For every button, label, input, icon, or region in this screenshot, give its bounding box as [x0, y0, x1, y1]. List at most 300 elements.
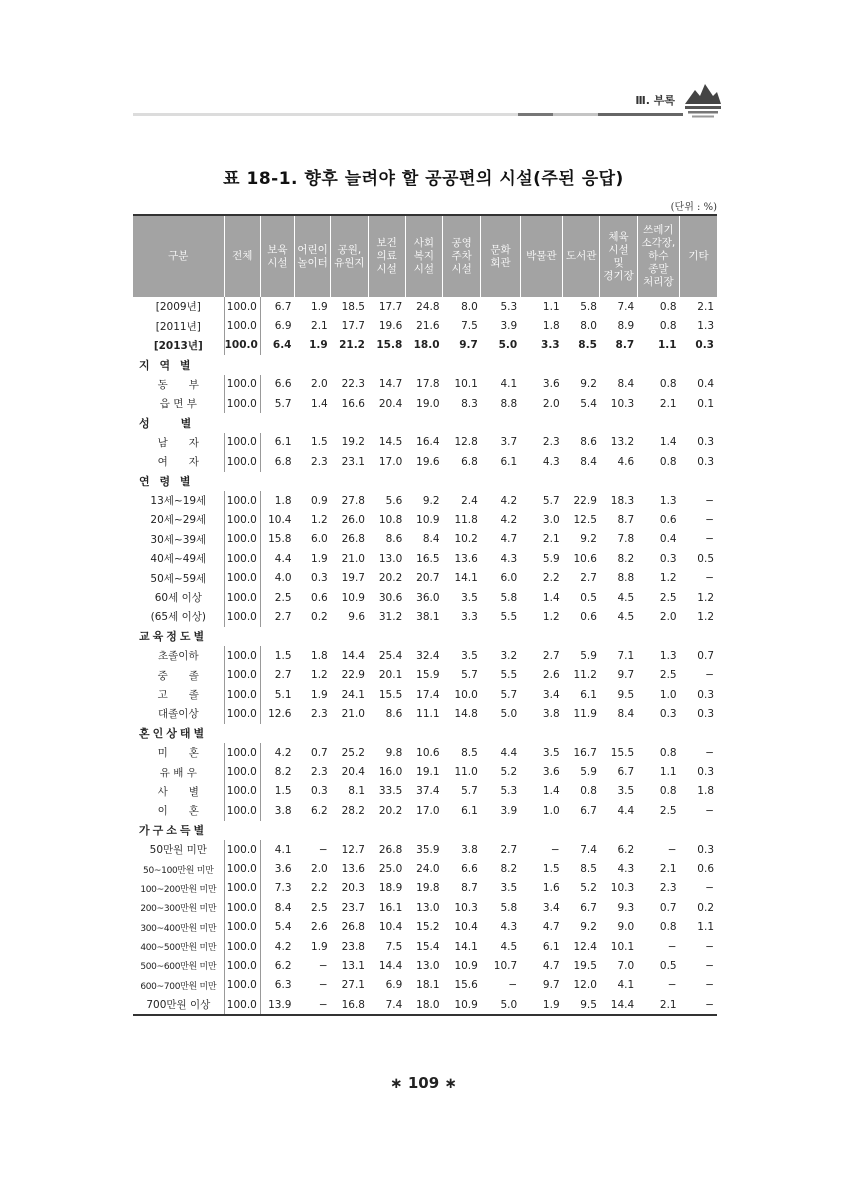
table-cell: 1.8 — [542, 320, 560, 333]
table-cell: 23.8 — [341, 940, 365, 953]
table-cell: 5.8 — [580, 300, 597, 313]
table-cell: 0.8 — [659, 785, 677, 798]
table-row — [133, 297, 717, 316]
table-cell: 100.0 — [224, 588, 260, 607]
table-cell: 3.5 — [500, 882, 518, 895]
table-cell: 6.1 — [500, 455, 518, 468]
table-cell: 19.7 — [341, 572, 365, 585]
table-row — [133, 956, 717, 975]
table-cell: 1.9 — [311, 940, 328, 953]
table-cell: 1.9 — [311, 552, 328, 565]
column-header: 보육 시설 — [260, 215, 294, 297]
table-cell: 0.4 — [659, 533, 677, 546]
table-cell: 100.0 — [224, 859, 260, 878]
table-cell: 12.8 — [454, 436, 478, 449]
table-cell: 2.4 — [461, 494, 478, 507]
table-cell: 1.4 — [311, 397, 328, 410]
table-cell: 3.7 — [500, 436, 518, 449]
table-cell: 100.0 — [224, 918, 260, 937]
table-cell: 100.0 — [224, 704, 260, 723]
table-cell: 1.1 — [659, 766, 677, 779]
table-cell: 3.8 — [542, 707, 560, 720]
unit-label: (단위 : %) — [670, 202, 717, 213]
table-cell: 11.1 — [416, 707, 440, 720]
group-label: 혼인상태별 — [139, 727, 208, 741]
table-cell: 1.8 — [311, 649, 328, 662]
table-cell: 8.5 — [578, 339, 597, 352]
row-label: 20세~29세 — [133, 510, 224, 529]
column-header: 기타 — [680, 215, 717, 297]
table-cell: 4.1 — [274, 843, 292, 856]
table-cell: 0.8 — [659, 921, 677, 934]
table-cell: 5.5 — [500, 610, 518, 623]
table-cell: 100.0 — [224, 394, 260, 413]
table-cell: 1.5 — [274, 649, 292, 662]
table-cell: 100.0 — [224, 607, 260, 626]
row-label: 이 혼 — [133, 801, 224, 820]
table-cell: − — [318, 979, 328, 992]
table-cell: 14.7 — [378, 378, 403, 391]
table-cell: 5.3 — [500, 785, 518, 798]
table-cell: 0.6 — [697, 863, 714, 876]
table-cell: 16.1 — [378, 901, 403, 914]
column-header: 보건 의료 시설 — [368, 215, 405, 297]
table-cell: 25.4 — [378, 649, 403, 662]
table-cell: 21.2 — [339, 339, 365, 352]
table-cell: 11.9 — [573, 707, 597, 720]
table-cell: 0.3 — [697, 455, 714, 468]
table-cell: 0.8 — [659, 455, 677, 468]
table-cell: − — [705, 669, 714, 682]
table-cell: 1.5 — [274, 785, 292, 798]
table-cell: 10.4 — [454, 921, 478, 934]
table-cell: 8.2 — [500, 863, 518, 876]
table-cell: 2.1 — [659, 863, 677, 876]
column-header: 공원, 유원지 — [331, 215, 368, 297]
table-cell: 5.0 — [500, 707, 518, 720]
row-label: 40세~49세 — [133, 549, 224, 568]
table-cell: 6.7 — [274, 300, 292, 313]
table-cell: 15.6 — [454, 979, 478, 992]
table-cell: 30.6 — [378, 591, 403, 604]
group-row — [133, 355, 717, 374]
table-cell: 13.0 — [416, 901, 440, 914]
column-header: 공영 주차 시설 — [443, 215, 481, 297]
table-cell: 36.0 — [416, 591, 440, 604]
table-cell: 2.2 — [311, 882, 328, 895]
table-cell: 12.5 — [573, 513, 597, 526]
table-cell: 3.6 — [542, 766, 560, 779]
table-cell: 23.7 — [341, 901, 365, 914]
group-label: 교육정도별 — [139, 630, 208, 644]
table-cell: 5.4 — [580, 397, 597, 410]
table-cell: 2.0 — [311, 378, 328, 391]
row-label: (65세 이상) — [133, 607, 224, 626]
table-cell: 25.0 — [378, 863, 403, 876]
table-cell: 8.9 — [617, 320, 635, 333]
table-cell: 0.1 — [697, 397, 714, 410]
table-cell: 13.0 — [416, 959, 440, 972]
table-cell: 0.3 — [659, 707, 677, 720]
group-row — [133, 627, 717, 646]
table-cell: 7.5 — [461, 320, 478, 333]
table-cell: 6.3 — [274, 979, 292, 992]
table-cell: 15.8 — [376, 339, 403, 352]
table-cell: 10.0 — [454, 688, 478, 701]
row-label: 400~500만원 미만 — [133, 937, 224, 956]
table-row — [133, 588, 717, 607]
row-label: [2013년] — [133, 336, 224, 355]
table-cell: − — [705, 959, 714, 972]
table-cell: 28.2 — [341, 804, 365, 817]
table-cell: 0.7 — [697, 649, 714, 662]
table-cell: 1.1 — [542, 300, 560, 313]
table-cell: 22.3 — [341, 378, 365, 391]
table-cell: 17.0 — [378, 455, 403, 468]
section-label: Ⅲ. 부록 — [635, 94, 675, 107]
row-label: 50세~59세 — [133, 568, 224, 587]
table-cell: − — [508, 979, 518, 992]
table-cell: 0.3 — [697, 688, 714, 701]
table-cell: 33.5 — [378, 785, 403, 798]
table-cell: 2.3 — [311, 707, 328, 720]
table-cell: 7.0 — [617, 959, 635, 972]
table-cell: 17.4 — [416, 688, 440, 701]
table-cell: 100.0 — [224, 976, 260, 995]
table-cell: 100.0 — [224, 840, 260, 859]
table-cell: 1.9 — [309, 339, 328, 352]
table-cell: 7.4 — [580, 843, 597, 856]
table-cell: 2.7 — [542, 649, 560, 662]
table-cell: 9.8 — [385, 746, 403, 759]
table-cell: 10.2 — [454, 533, 478, 546]
table-cell: 5.9 — [580, 766, 597, 779]
table-cell: 19.6 — [416, 455, 440, 468]
table-cell: 1.2 — [311, 513, 328, 526]
row-label: 동 부 — [133, 375, 224, 394]
table-row — [133, 879, 717, 898]
table-cell: 1.9 — [520, 995, 562, 1015]
row-label: 100~200만원 미만 — [133, 879, 224, 898]
table-row — [133, 530, 717, 549]
table-cell: − — [667, 843, 677, 856]
table-cell: 10.8 — [378, 513, 403, 526]
mountain-logo-icon — [683, 78, 723, 120]
table-cell: 6.0 — [311, 533, 328, 546]
table-cell: 13.2 — [610, 436, 635, 449]
table-row — [133, 762, 717, 781]
group-row — [133, 724, 717, 743]
table-cell: 2.7 — [274, 610, 292, 623]
table-cell: 100.0 — [224, 956, 260, 975]
table-cell: 7.5 — [385, 940, 403, 953]
table-cell: 10.3 — [454, 901, 478, 914]
table-cell: 4.2 — [500, 513, 518, 526]
table-cell: 5.3 — [500, 300, 518, 313]
table-cell: 5.2 — [580, 882, 597, 895]
group-label: 성 별 — [139, 417, 195, 431]
table-cell: 14.4 — [600, 995, 637, 1015]
table-row — [133, 568, 717, 587]
table-cell: 0.3 — [311, 572, 328, 585]
table-cell: 4.2 — [500, 494, 518, 507]
table-cell: 20.1 — [378, 669, 403, 682]
table-cell: 19.1 — [416, 766, 440, 779]
table-cell: 1.9 — [311, 300, 328, 313]
table-cell: 1.3 — [659, 649, 677, 662]
table-cell: 3.9 — [500, 804, 518, 817]
table-cell: 9.3 — [617, 901, 635, 914]
table-cell: − — [318, 843, 328, 856]
table-cell: 7.4 — [617, 300, 635, 313]
table-cell: 10.9 — [454, 959, 478, 972]
row-label: 300~400만원 미만 — [133, 918, 224, 937]
table-row — [133, 801, 717, 820]
table-cell: 5.4 — [274, 921, 292, 934]
table-cell: 35.9 — [416, 843, 440, 856]
table-cell: 26.8 — [341, 533, 365, 546]
table-cell: 100.0 — [224, 782, 260, 801]
table-row — [133, 859, 717, 878]
table-cell: 16.6 — [341, 397, 365, 410]
table-cell: 20.4 — [341, 766, 365, 779]
table-cell: 13.1 — [341, 959, 365, 972]
table-cell: 100.0 — [224, 879, 260, 898]
column-header: 어린이 놀이터 — [295, 215, 331, 297]
table-cell: 19.5 — [573, 959, 597, 972]
table-cell: 24.1 — [341, 688, 365, 701]
table-cell: 1.2 — [697, 591, 714, 604]
table-cell: 15.5 — [610, 746, 635, 759]
table-cell: − — [705, 533, 714, 546]
table-cell: 1.4 — [659, 436, 677, 449]
table-cell: 100.0 — [224, 433, 260, 452]
table-cell: 4.4 — [500, 746, 518, 759]
table-cell: 16.4 — [416, 436, 440, 449]
table-cell: 0.5 — [580, 591, 597, 604]
table-cell: 0.8 — [659, 746, 677, 759]
table-cell: 6.1 — [274, 436, 292, 449]
table-cell: 12.7 — [341, 843, 365, 856]
table-cell: 8.2 — [274, 766, 292, 779]
table-cell: 100.0 — [224, 549, 260, 568]
table-cell: 9.7 — [542, 979, 560, 992]
table-cell: 19.0 — [416, 397, 440, 410]
table-cell: 2.3 — [542, 436, 560, 449]
table-cell: 12.4 — [573, 940, 597, 953]
table-cell: 100.0 — [224, 743, 260, 762]
header-rule-darker — [598, 113, 683, 116]
table-cell: 10.9 — [443, 995, 481, 1015]
table-cell: 0.6 — [580, 610, 597, 623]
row-label: [2009년] — [133, 297, 224, 316]
column-header: 박물관 — [520, 215, 562, 297]
table-cell: 10.1 — [610, 940, 635, 953]
table-cell: 4.3 — [542, 455, 560, 468]
table-cell: 4.5 — [617, 610, 635, 623]
table-cell: 20.2 — [378, 804, 403, 817]
table-cell: 3.6 — [542, 378, 560, 391]
table-cell: 9.2 — [422, 494, 440, 507]
header-rule-dark — [518, 113, 553, 116]
table-cell: 3.5 — [461, 649, 478, 662]
table-cell: 100.0 — [224, 297, 260, 316]
table-cell: 0.8 — [659, 320, 677, 333]
table-cell: 1.3 — [659, 494, 677, 507]
table-cell: 8.5 — [461, 746, 478, 759]
row-label: 읍 면 부 — [133, 394, 224, 413]
table-row — [133, 646, 717, 665]
table-cell: 6.1 — [461, 804, 478, 817]
table-cell: 7.8 — [617, 533, 635, 546]
table-cell: 2.7 — [500, 843, 518, 856]
table-cell: 14.1 — [454, 940, 478, 953]
table-cell: 2.1 — [637, 995, 679, 1015]
table-cell: − — [705, 746, 714, 759]
table-cell: 15.5 — [378, 688, 403, 701]
row-label: 60세 이상 — [133, 588, 224, 607]
table-cell: 13.0 — [378, 552, 403, 565]
table-cell: 0.2 — [311, 610, 328, 623]
row-label: 고 졸 — [133, 685, 224, 704]
table-cell: 100.0 — [224, 646, 260, 665]
table-row — [133, 491, 717, 510]
table-cell: 3.5 — [617, 785, 635, 798]
table-cell: 19.6 — [378, 320, 403, 333]
table-cell: 19.8 — [416, 882, 440, 895]
table-cell: 100.0 — [224, 336, 260, 355]
header-rule-light — [133, 113, 518, 116]
table-cell: − — [705, 513, 714, 526]
table-cell: 8.2 — [617, 552, 635, 565]
table-cell: 10.3 — [610, 882, 635, 895]
table-cell: 16.0 — [378, 766, 403, 779]
table-cell: 3.0 — [542, 513, 560, 526]
row-label: 초졸이하 — [133, 646, 224, 665]
table-cell: − — [680, 995, 717, 1015]
table-cell: 100.0 — [224, 995, 260, 1015]
table-cell: 2.6 — [542, 669, 560, 682]
table-cell: 0.3 — [697, 707, 714, 720]
table-cell: 4.7 — [542, 921, 560, 934]
group-label: 가구소득별 — [139, 824, 208, 838]
table-cell: 1.4 — [542, 785, 560, 798]
row-label: 50만원 미만 — [133, 840, 224, 859]
table-cell: − — [705, 940, 714, 953]
table-row — [133, 316, 717, 335]
table-cell: 8.7 — [617, 513, 635, 526]
table-cell: − — [705, 979, 714, 992]
table-cell: 6.7 — [580, 804, 597, 817]
table-cell: 8.7 — [461, 882, 478, 895]
table-row — [133, 976, 717, 995]
table-cell: 3.6 — [274, 863, 292, 876]
data-table — [133, 214, 717, 1016]
table-cell: 27.8 — [341, 494, 365, 507]
table-cell: 4.6 — [617, 455, 635, 468]
table-cell: 4.5 — [500, 940, 518, 953]
table-cell: 9.5 — [617, 688, 635, 701]
table-cell: 2.5 — [659, 591, 677, 604]
column-header: 도서관 — [563, 215, 600, 297]
table-cell: 17.7 — [378, 300, 403, 313]
table-cell: 5.7 — [500, 688, 518, 701]
table-cell: 100.0 — [224, 568, 260, 587]
table-cell: 4.5 — [617, 591, 635, 604]
table-cell: − — [705, 494, 714, 507]
table-cell: 10.7 — [493, 959, 518, 972]
table-cell: 1.8 — [697, 785, 714, 798]
table-cell: 2.0 — [659, 610, 677, 623]
table-cell: 2.6 — [311, 921, 328, 934]
table-cell: 27.1 — [341, 979, 365, 992]
row-label: 600~700만원 미만 — [133, 976, 224, 995]
table-cell: 5.9 — [580, 649, 597, 662]
table-cell: 26.0 — [341, 513, 365, 526]
table-cell: 5.2 — [500, 766, 518, 779]
table-cell: 18.1 — [416, 979, 440, 992]
table-cell: 1.9 — [311, 688, 328, 701]
table-cell: 9.2 — [580, 533, 597, 546]
table-cell: 8.4 — [617, 378, 635, 391]
table-cell: 100.0 — [224, 510, 260, 529]
table-cell: 14.4 — [378, 959, 403, 972]
table-cell: 1.0 — [659, 688, 677, 701]
table-cell: 13.6 — [454, 552, 478, 565]
table-cell: 0.9 — [311, 494, 328, 507]
table-cell: − — [295, 995, 331, 1015]
table-cell: 26.8 — [378, 843, 403, 856]
table-cell: 2.3 — [311, 455, 328, 468]
table-row — [133, 549, 717, 568]
table-cell: 2.7 — [580, 572, 597, 585]
table-cell: 10.3 — [610, 397, 635, 410]
table-cell: − — [705, 804, 714, 817]
table-cell: 1.2 — [542, 610, 560, 623]
table-cell: 6.8 — [461, 455, 478, 468]
table-row — [133, 937, 717, 956]
table-cell: 5.7 — [542, 494, 560, 507]
table-cell: 23.1 — [341, 455, 365, 468]
table-cell: 9.5 — [563, 995, 600, 1015]
table-cell: 25.2 — [341, 746, 365, 759]
column-header: 전체 — [224, 215, 260, 297]
table-cell: 0.3 — [697, 766, 714, 779]
table-cell: 2.0 — [542, 397, 560, 410]
table-cell: 31.2 — [378, 610, 403, 623]
table-cell: 7.1 — [617, 649, 635, 662]
table-cell: 1.6 — [542, 882, 560, 895]
table-cell: 20.7 — [416, 572, 440, 585]
group-row — [133, 821, 717, 840]
row-label: 200~300만원 미만 — [133, 898, 224, 917]
table-cell: 2.5 — [659, 669, 677, 682]
table-cell: 100.0 — [224, 685, 260, 704]
row-label: 사 별 — [133, 782, 224, 801]
table-cell: 16.7 — [573, 746, 597, 759]
table-cell: 20.2 — [378, 572, 403, 585]
table-cell: 10.4 — [378, 921, 403, 934]
table-row — [133, 704, 717, 723]
table-cell: 4.7 — [500, 533, 518, 546]
table-cell: 100.0 — [224, 375, 260, 394]
table-cell: − — [667, 979, 677, 992]
table-cell: − — [705, 882, 714, 895]
table-cell: 17.8 — [416, 378, 440, 391]
column-header: 사회 복지 시설 — [405, 215, 442, 297]
table-cell: 2.5 — [311, 901, 328, 914]
table-cell: 14.5 — [378, 436, 403, 449]
